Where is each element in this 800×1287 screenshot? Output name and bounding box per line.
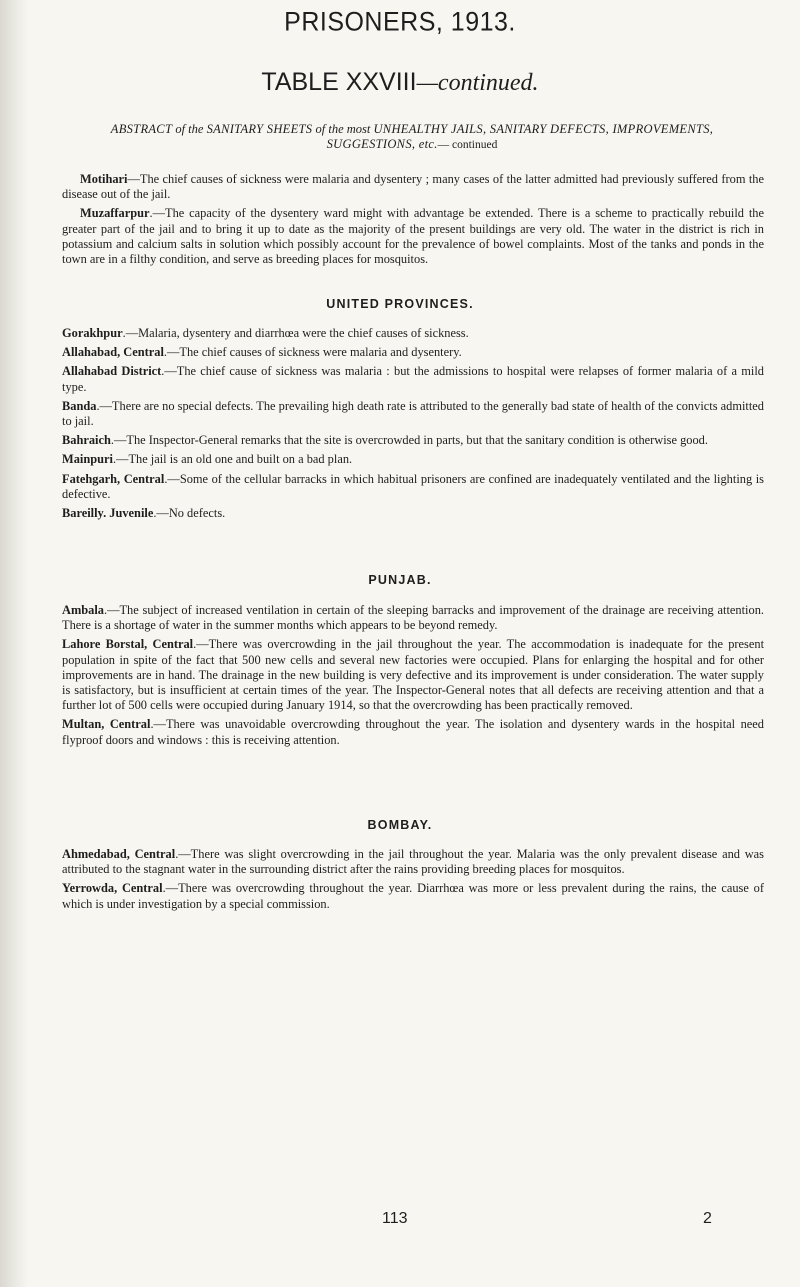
table-label: TABLE XXVIII	[261, 68, 417, 96]
abstract-unhealthy-jails: UNHEALTHY JAILS, SANITARY DEFECTS, IMPROVEMENTS,	[373, 122, 714, 136]
entry-text: .—The chief causes of sickness were malaria and dysentery.	[163, 345, 462, 360]
entry-lahore	[62, 637, 764, 713]
abstract-suggestions: SUGGESTIONS, etc.	[326, 137, 438, 151]
entry-place: Banda	[62, 398, 97, 413]
entry-place: Bareilly. Juvenile	[62, 506, 154, 521]
entry-place: Mainpuri	[62, 452, 113, 467]
entry-text: .—Malaria, dysentery and diarrhœa were the chief causes of sickness.	[122, 326, 469, 340]
running-head: PRISONERS, 1913.	[284, 6, 516, 38]
entry-place: Lahore Borstal, Central	[62, 637, 194, 652]
entry-text: —The chief causes of sickness were malaria and dysentery ; many cases of the latter admitted had previously suffered from the disease out of the jail.	[62, 172, 764, 202]
entry-text: .—The Inspector-General remarks that the site is overcrowded in parts, but that the sanitary condition is otherwise good.	[110, 433, 708, 448]
entry-place: Bahraich	[62, 433, 111, 448]
heading-united-provinces: UNITED PROVINCES.	[326, 297, 474, 311]
entry-text: .—There are no special defects. The prevailing high death rate is attributed to the generally bad state of health of the convicts admitted to jail.	[62, 398, 764, 429]
entry-ahmedabad	[62, 847, 764, 877]
entry-place: Fatehgarh, Central	[62, 471, 165, 486]
entry-bahraich	[62, 433, 764, 448]
page-number: 113	[382, 1210, 408, 1227]
abstract-word: ABSTRACT	[110, 122, 173, 136]
entry-place: Ambala	[62, 603, 104, 617]
entry-multan	[62, 717, 764, 747]
abstract-line-1	[62, 122, 762, 137]
entry-motihari	[62, 172, 764, 202]
entry-place: Motihari	[80, 172, 128, 186]
entry-text: .—Some of the cellular barracks in which habitual prisoners are confined are inadequately ventilated and the lighting is defective.	[62, 471, 764, 501]
entry-text: .—There was slight overcrowding in the jail throughout the year. Malaria was the only prevalent disease and was attributed to the stagnant water in the surrounding district after the rains providing breeding places for mosquitos.	[62, 847, 764, 877]
abstract-connector-2: of the most	[312, 122, 374, 136]
entry-text: .—The subject of increased ventilation in certain of the sleeping barracks and improvement of the drainage are receiving attention. There is a shortage of water in the summer months which appears to be beyond remedy.	[62, 603, 764, 633]
section-top	[62, 172, 764, 271]
section-punjab	[62, 603, 764, 752]
heading-punjab: PUNJAB.	[368, 573, 432, 587]
table-continued: —continued.	[416, 70, 539, 96]
entry-text: .—The jail is an old one and built on a bad plan.	[112, 452, 353, 467]
heading-bombay: BOMBAY.	[367, 818, 433, 832]
abstract-line-2	[62, 137, 762, 153]
entry-place: Muzaffarpur	[80, 206, 150, 221]
entry-text: .—There was unavoidable overcrowding throughout the year. The isolation and dysentery wards in the hospital need flyproof doors and windows : this is receiving attention.	[62, 717, 764, 747]
entry-allahabad-central	[62, 345, 764, 360]
abstract-sanitary-sheets: SANITARY SHEETS	[206, 122, 313, 136]
entry-fatehgarh	[62, 472, 764, 502]
abstract-continued: — continued	[437, 139, 498, 151]
entry-text: .—No defects.	[153, 506, 226, 521]
entry-yerrowda	[62, 881, 764, 911]
entry-text: .—There was overcrowding throughout the year. Diarrhœa was more or less prevalent during the rains, the cause of which is under investigation by a special commission.	[62, 881, 764, 911]
sheet-number: 2	[703, 1210, 712, 1227]
entry-muzaffarpur	[62, 206, 764, 267]
section-bombay	[62, 847, 764, 916]
section-united-provinces	[62, 326, 764, 525]
table-title	[0, 68, 800, 97]
entry-place: Gorakhpur	[62, 326, 123, 340]
entry-place: Allahabad, Central	[62, 345, 164, 360]
entry-ambala	[62, 603, 764, 633]
entry-place: Yerrowda, Central	[62, 881, 163, 896]
entry-gorakhpur	[62, 326, 764, 341]
entry-text: .—There was overcrowding in the jail throughout the year. The accommodation is inadequate for the present population in spite of the fact that 500 new cells and several new factories were occupied. Plans for enlarging the hospital and for other improvements are in hand. The drainage in the new building is very defective and its improvement is under consideration. The water supply is satisfactory, but is insufficient at certain times of the year. The Inspector-General notes that all defects are receiving attention and that a further lot of 500 cells were occupied during January 1914, so that the overcrowding has been practically removed.	[62, 637, 765, 713]
entry-place: Multan, Central	[62, 717, 151, 732]
binding-shadow	[0, 0, 28, 1287]
entry-text: .—The capacity of the dysentery ward might with advantage be extended. There is a scheme to practically rebuild the greater part of the jail and to bring it up to date as the majority of the present buildings are very old. The water in the district is rich in potassium and calcium salts in solution which possibly account for the prevalence of bowel complaints. Most of the tanks and ponds in the town are in a filthy condition, and serve as breeding places for mosquitos.	[62, 206, 764, 267]
entry-banda	[62, 399, 764, 429]
entry-text: .—The chief cause of sickness was malaria : but the admissions to hospital were relapses of former malaria of a mild type.	[62, 364, 764, 394]
abstract-connector: of the	[172, 122, 207, 136]
entry-allahabad-district	[62, 364, 764, 394]
abstract-caption	[62, 122, 762, 153]
entry-place: Allahabad District	[62, 364, 162, 379]
entry-place: Ahmedabad, Central	[62, 847, 176, 861]
entry-mainpuri	[62, 452, 764, 467]
entry-bareilly	[62, 506, 764, 521]
